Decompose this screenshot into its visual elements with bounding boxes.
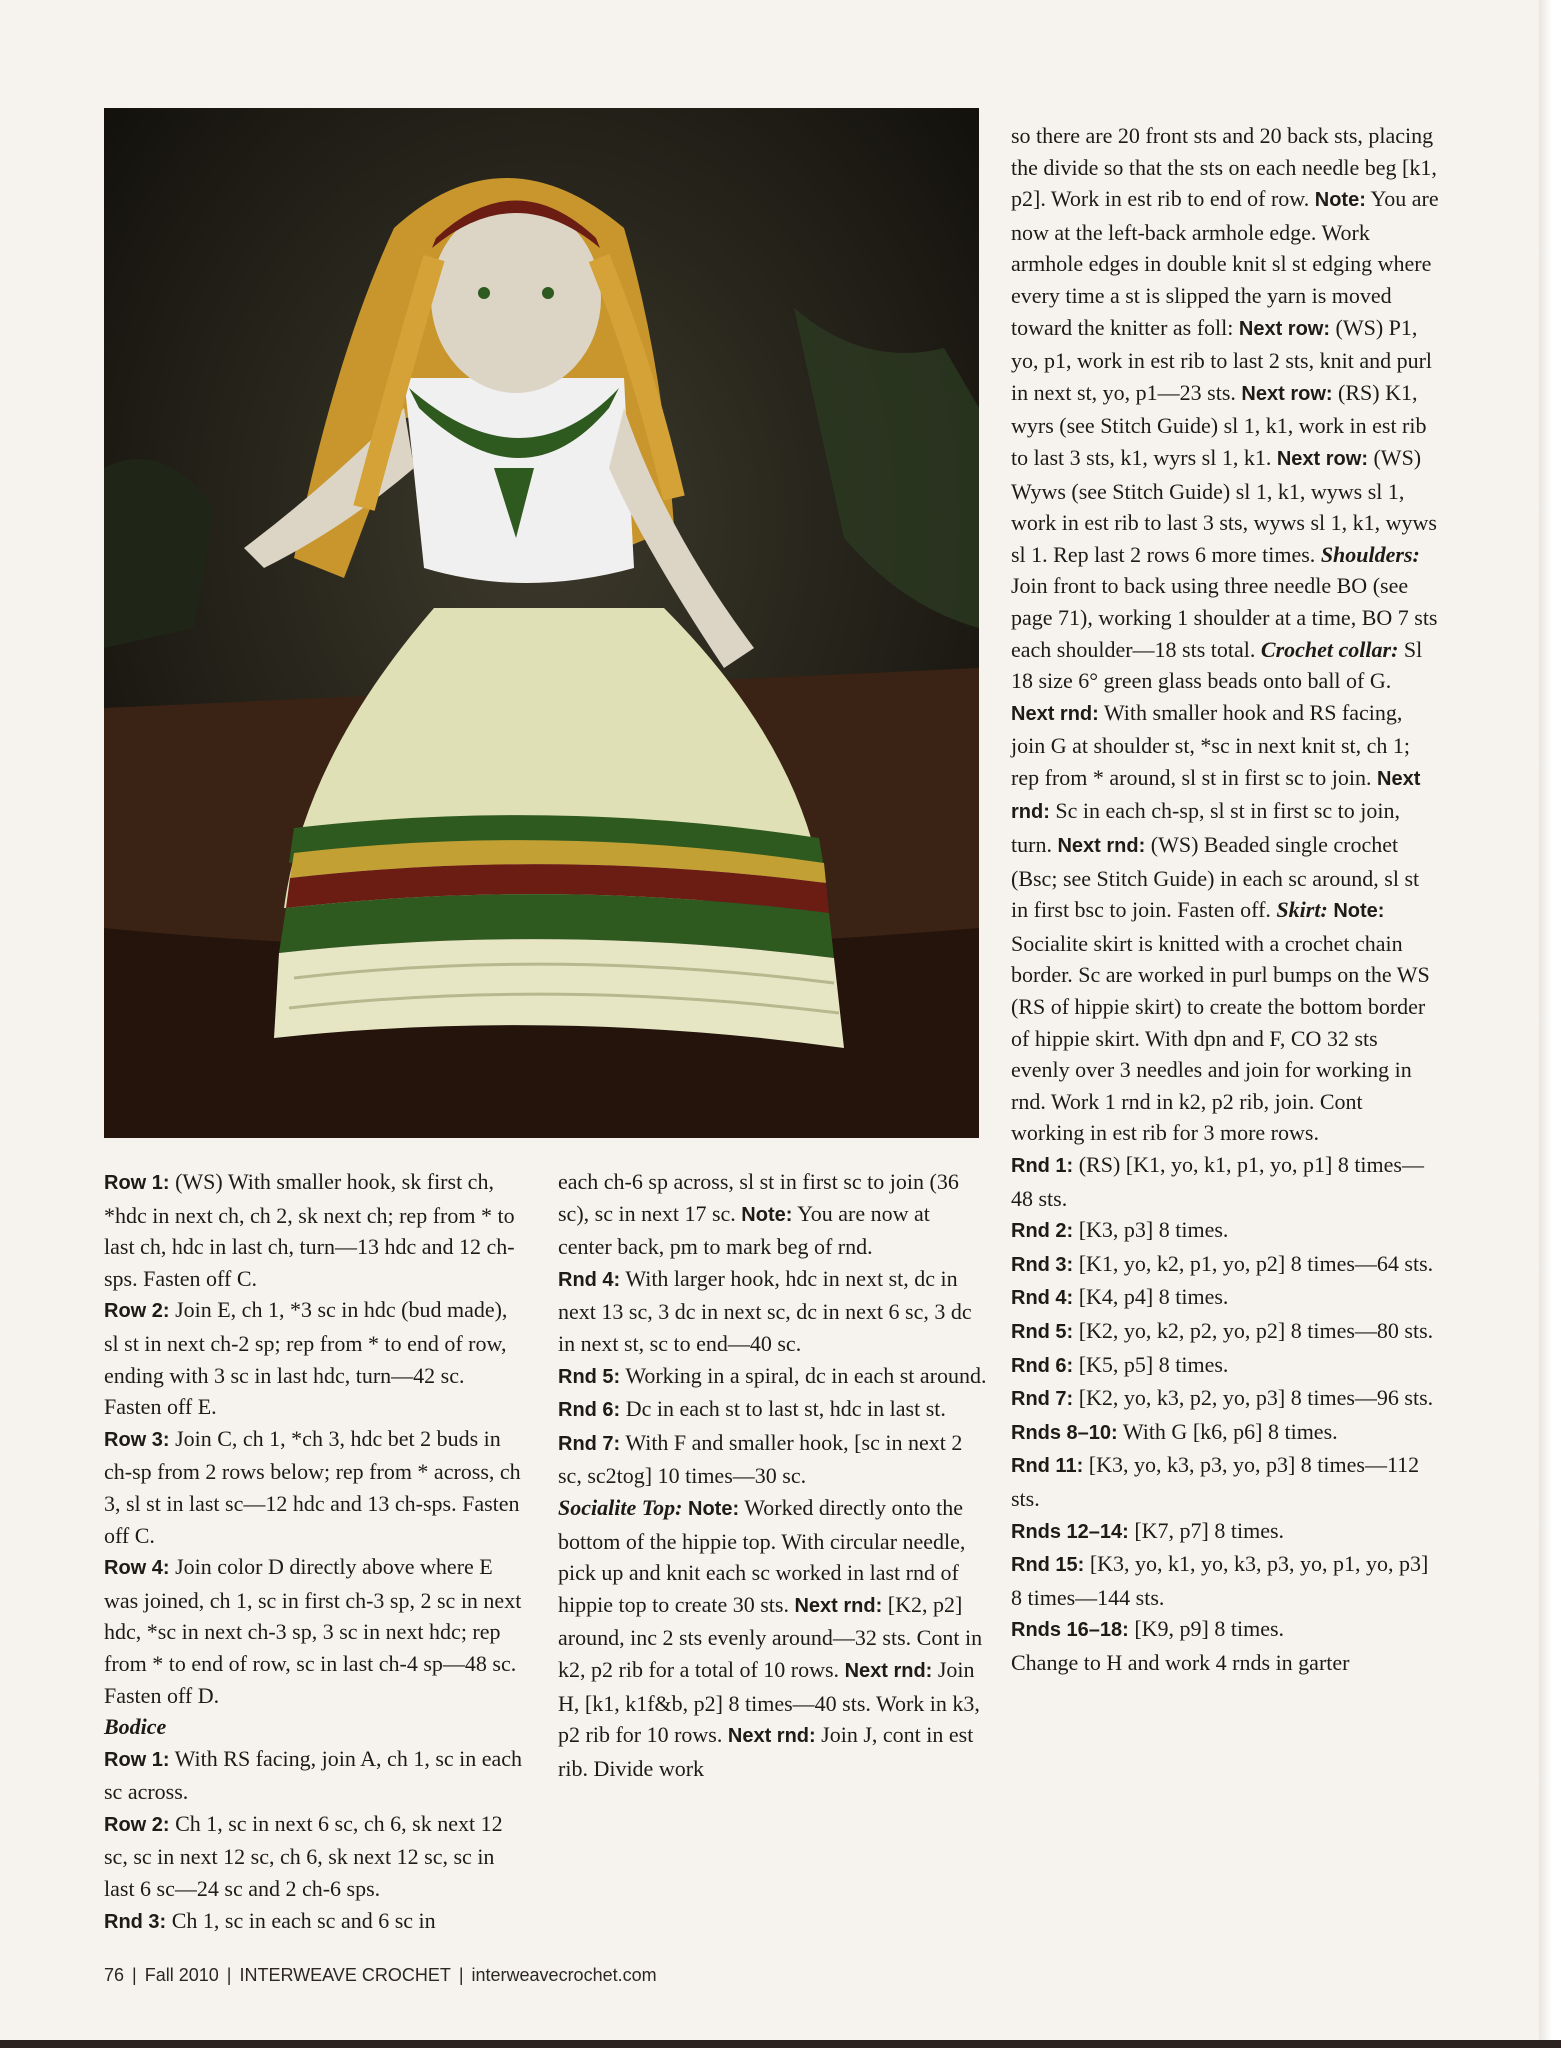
instruction-row-3: Row 3: Join C, ch 1, *ch 3, hdc bet 2 buds in ch-sp from 2 rows below; rep from * across, ch 3, sl st in last sc—12 hdc and 13 ch-sps. Fasten off C. — [104, 1425, 521, 1548]
scan-edge-bottom — [0, 2040, 1561, 2048]
page-number: 76 — [104, 1965, 125, 1985]
column-3 — [1011, 120, 1439, 1679]
skirt-rnd-2: Rnd 2: [K3, p3] 8 times. — [1011, 1217, 1229, 1243]
bodice-rnd-3: Rnd 3: Ch 1, sc in each sc and 6 sc in — [104, 1907, 436, 1933]
skirt-rnd-3: Rnd 3: [K1, yo, k2, p1, yo, p2] 8 times—64 sts. — [1011, 1250, 1434, 1276]
bodice-rnd-7: Rnd 7: With F and smaller hook, [sc in next 2 sc, sc2tog] 10 times—30 sc. — [558, 1429, 963, 1489]
skirt-rnd-15: Rnd 15: [K3, yo, k1, yo, k3, p3, yo, p1, yo, p3] 8 times—144 sts. — [1011, 1551, 1429, 1610]
skirt-rnd-1: Rnd 1: (RS) [K1, yo, k1, p1, yo, p1] 8 times—48 sts. — [1011, 1152, 1424, 1211]
instruction-row-2: Row 2: Join E, ch 1, *3 sc in hdc (bud made), sl st in next ch-2 sp; rep from * to end of row, ending with 3 sc in last hdc, turn—42 sc. Fasten off E. — [104, 1297, 508, 1420]
skirt-rnd-4: Rnd 4: [K4, p4] 8 times. — [1011, 1284, 1229, 1310]
instruction-row-1: Row 1: (WS) With smaller hook, sk first ch, *hdc in next ch, ch 2, sk next ch; rep from * to last ch, hdc in last ch, turn—13 hdc and 12 ch-sps. Fasten off C. — [104, 1169, 515, 1291]
doll-photo — [104, 108, 979, 1138]
magazine-title: INTERWEAVE CROCHET — [239, 1965, 451, 1985]
socialite-top-cont: so there are 20 front sts and 20 back sts, placing the divide so that the sts on each needle beg [k1, p2]. Work in est rib to end of row. Note: You are now at the left-back armhole edge. Work armhole edges in double knit sl st edging where every time a st is slipped the yarn is moved toward the knitter as foll: Next row: (WS) P1, yo, p1, work in est rib to last 2 sts, knit and purl in next st, yo, p1—23 sts. Next row: (RS) K1, wyrs (see Stitch Guide) sl 1, k1, work in est rib to last 3 sts, k1, wyrs sl 1, k1. Next row: (WS) Wyws (see Stitch Guide) sl 1, k1, wyws sl 1, work in est rib to last 3 sts, wyws sl 1, k1, wyws sl 1. Rep last 2 rows 6 more times. Shoulders: Join front to back using three needle BO (see page 71), working 1 shoulder at a time, BO 7 sts each shoulder—18 sts total. Crochet collar: Sl 18 size 6° green glass beads onto ball of G. Next rnd: With smaller hook and RS facing, join G at shoulder st, *sc in next knit st, ch 1; rep from * around, sl st in first sc to join. Next rnd: Sc in each ch-sp, sl st in first sc to join, turn. Next rnd: (WS) Beaded single crochet (Bsc; see Stitch Guide) in each sc around, sl st in first bsc to join. Fasten off. Skirt: Note: Socialite skirt is knitted with a crochet chain border. Sc are worked in purl bumps on the WS (RS of hippie skirt) to create the bottom border of hippie skirt. With dpn and F, CO 32 sts evenly over 3 needles and join for working in rnd. Work 1 rnd in k2, p2 rib, join. Cont working in est rib for 3 more rows. — [1011, 123, 1439, 1146]
magazine-url: interweavecrochet.com — [471, 1965, 657, 1985]
page-footer: 76 | Fall 2010 | INTERWEAVE CROCHET | interweavecrochet.com — [104, 1965, 657, 1985]
column-2 — [558, 1166, 988, 1784]
skirt-rnds-12-14: Rnds 12–14: [K7, p7] 8 times. — [1011, 1517, 1285, 1543]
doll-illustration — [104, 108, 979, 1138]
skirt-rnds-16-18: Rnds 16–18: [K9, p9] 8 times. — [1011, 1616, 1285, 1642]
skirt-garter: Change to H and work 4 rnds in garter — [1011, 1649, 1350, 1675]
bodice-rnd-3-cont: each ch-6 sp across, sl st in first sc to join (36 sc), sc in next 17 sc. Note: You are now at center back, pm to mark beg of rnd. — [558, 1169, 959, 1260]
bodice-row-1: Row 1: With RS facing, join A, ch 1, sc in each sc across. — [104, 1745, 523, 1805]
column-1 — [104, 1166, 524, 1938]
section-heading-bodice: Bodice — [104, 1714, 167, 1740]
socialite-top: Socialite Top: Note: Worked directly onto the bottom of the hippie top. With circular needle, pick up and knit each sc worked in last rnd of hippie top to create 30 sts. Next rnd: [K2, p2] around, inc 2 sts evenly around—32 sts. Cont in k2, p2 rib for a total of 10 rows. Next rnd: Join H, [k1, k1f&b, p2] 8 times—40 sts. Work in k3, p2 rib for 10 rows. Next rnd: Join J, cont in est rib. Divide work — [558, 1494, 983, 1781]
skirt-rnd-5: Rnd 5: [K2, yo, k2, p2, yo, p2] 8 times—80 sts. — [1011, 1317, 1434, 1343]
skirt-rnd-11: Rnd 11: [K3, yo, k3, p3, yo, p3] 8 times—112 sts. — [1011, 1452, 1420, 1511]
bodice-rnd-5: Rnd 5: Working in a spiral, dc in each st around. — [558, 1362, 987, 1388]
bodice-row-2: Row 2: Ch 1, sc in next 6 sc, ch 6, sk next 12 sc, sc in next 12 sc, ch 6, sk next 12 sc, sc in last 6 sc—24 sc and 2 ch-6 sps. — [104, 1810, 503, 1902]
bodice-rnd-6: Rnd 6: Dc in each st to last st, hdc in last st. — [558, 1396, 946, 1422]
skirt-rnds-8-10: Rnds 8–10: With G [k6, p6] 8 times. — [1011, 1418, 1338, 1444]
scan-edge — [1539, 0, 1561, 2048]
instruction-row-4: Row 4: Join color D directly above where E was joined, ch 1, sc in first ch-3 sp, 2 sc in next hdc, *sc in next ch-3 sp, 3 sc in next hdc; rep from * to end of row, sc in last ch-4 sp—48 sc. Fasten off D. — [104, 1554, 522, 1708]
issue-label: Fall 2010 — [144, 1965, 219, 1985]
skirt-rnd-7: Rnd 7: [K2, yo, k3, p2, yo, p3] 8 times—96 sts. — [1011, 1385, 1434, 1411]
skirt-rnd-6: Rnd 6: [K5, p5] 8 times. — [1011, 1351, 1229, 1377]
bodice-rnd-4: Rnd 4: With larger hook, hdc in next st, dc in next 13 sc, 3 dc in next sc, dc in next 6 sc, 3 dc in next st, sc to end—40 sc. — [558, 1265, 972, 1356]
